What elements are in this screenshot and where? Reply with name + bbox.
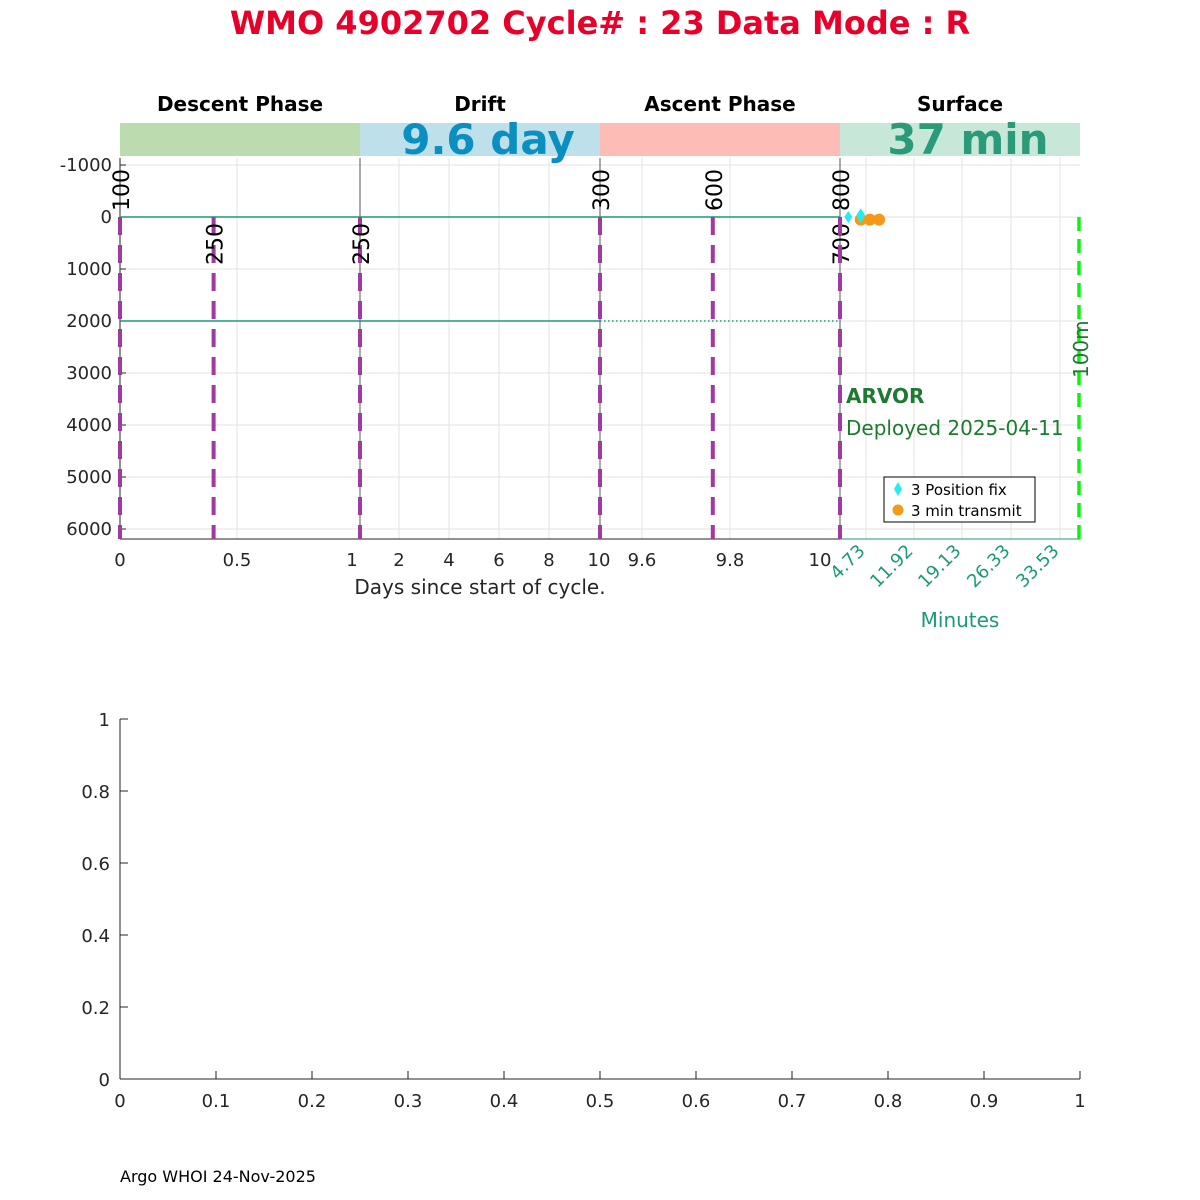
minutes-tick-label-2: 19.13: [914, 540, 966, 592]
phase-band-2: [600, 123, 840, 156]
legend: [884, 477, 1035, 522]
surface-marker-label: 100m: [1069, 320, 1093, 378]
dashed-event-label-4: 600: [702, 169, 728, 211]
phase-header: [120, 92, 1080, 164]
legend-circle-marker: [893, 505, 904, 516]
minutes-tick-label-3: 26.33: [963, 540, 1015, 592]
phase-value-1: 9.6 day: [401, 115, 575, 164]
bottom-y-tick-label-3: 0.6: [81, 854, 110, 875]
x-tick-label-2-1: 9.8: [715, 550, 745, 571]
bottom-x-tick-label-10: 1: [1074, 1091, 1086, 1112]
bottom-chart: [81, 710, 1085, 1112]
top-chart: [60, 155, 1093, 592]
bottom-x-tick-label-1: 0.1: [201, 1091, 231, 1112]
dashed-event-label-0: 100: [110, 169, 135, 211]
x-tick-label-1-0: 2: [393, 550, 405, 571]
dashed-event-label-6: 800: [830, 169, 855, 211]
minutes-tick-label-4: 33.53: [1012, 540, 1064, 592]
minutes-tick-label-1: 11.92: [866, 540, 918, 592]
legend-item-transmit: 3 min transmit: [911, 502, 1022, 520]
x-tick-label-2-0: 9.6: [627, 550, 657, 571]
bottom-x-tick-label-6: 0.6: [681, 1091, 711, 1112]
x-tick-label-2-2: 10: [808, 550, 832, 571]
phase-label-0: Descent Phase: [156, 92, 324, 116]
bottom-x-tick-label-7: 0.7: [777, 1091, 807, 1112]
bottom-y-tick-label-4: 0.8: [81, 782, 110, 803]
chart-title: WMO 4902702 Cycle# : 23 Data Mode : R: [229, 4, 971, 42]
y-tick-label-0: -1000: [59, 155, 112, 176]
dashed-event-label-2: 250: [350, 223, 375, 265]
bottom-y-tick-label-1: 0.2: [81, 998, 110, 1019]
x-axis-label: Days since start of cycle.: [354, 575, 606, 599]
legend-item-position-fix: 3 Position fix: [911, 481, 1007, 499]
phase-label-2: Ascent Phase: [644, 92, 796, 116]
bottom-y-tick-label-0: 0: [98, 1070, 110, 1091]
bottom-x-tick-label-3: 0.3: [393, 1091, 423, 1112]
y-tick-label-2: 1000: [66, 259, 112, 280]
bottom-y-tick-label-2: 0.4: [81, 926, 110, 947]
y-tick-label-6: 5000: [66, 467, 112, 488]
y-tick-label-4: 3000: [66, 363, 112, 384]
phase-label-3: Surface: [916, 92, 1004, 116]
footer-credit: Argo WHOI 24-Nov-2025: [120, 1167, 316, 1186]
dashed-event-label-3: 300: [590, 169, 615, 211]
bottom-x-tick-label-8: 0.8: [873, 1091, 903, 1112]
bottom-x-tick-label-0: 0: [114, 1091, 126, 1112]
x-tick-label-0-1: 0.5: [222, 550, 252, 571]
x-tick-label-1-2: 6: [493, 550, 505, 571]
y-tick-label-1: 0: [100, 207, 112, 228]
dashed-event-label-5: 700: [830, 223, 855, 265]
transmit-point-2: [873, 214, 885, 226]
x-tick-label-0-2: 1: [346, 550, 358, 571]
x-tick-label-1-1: 4: [443, 550, 455, 571]
y-tick-label-7: 6000: [66, 519, 112, 540]
bottom-x-tick-label-4: 0.4: [489, 1091, 519, 1112]
x-tick-label-1-4: 10: [587, 550, 611, 571]
phase-value-3: 37 min: [887, 115, 1049, 164]
float-model: ARVOR: [846, 384, 925, 408]
bottom-x-tick-label-2: 0.2: [297, 1091, 327, 1112]
bottom-x-tick-label-9: 0.9: [969, 1091, 999, 1112]
minutes-tick-label-0: 4.73: [826, 540, 870, 584]
y-tick-label-5: 4000: [66, 415, 112, 436]
dashed-event-label-1: 250: [203, 223, 229, 265]
minutes-axis-label: Minutes: [920, 608, 1000, 632]
x-tick-label-1-3: 8: [543, 550, 555, 571]
deployed-date: Deployed 2025-04-11: [846, 416, 1064, 440]
phase-band-0: [120, 123, 360, 156]
x-tick-label-0-0: 0: [114, 550, 126, 571]
bottom-y-tick-label-5: 1: [98, 710, 110, 731]
phase-label-1: Drift: [454, 92, 506, 116]
y-tick-label-3: 2000: [66, 311, 112, 332]
position-fix-point-0: [844, 211, 852, 223]
bottom-x-tick-label-5: 0.5: [585, 1091, 615, 1112]
